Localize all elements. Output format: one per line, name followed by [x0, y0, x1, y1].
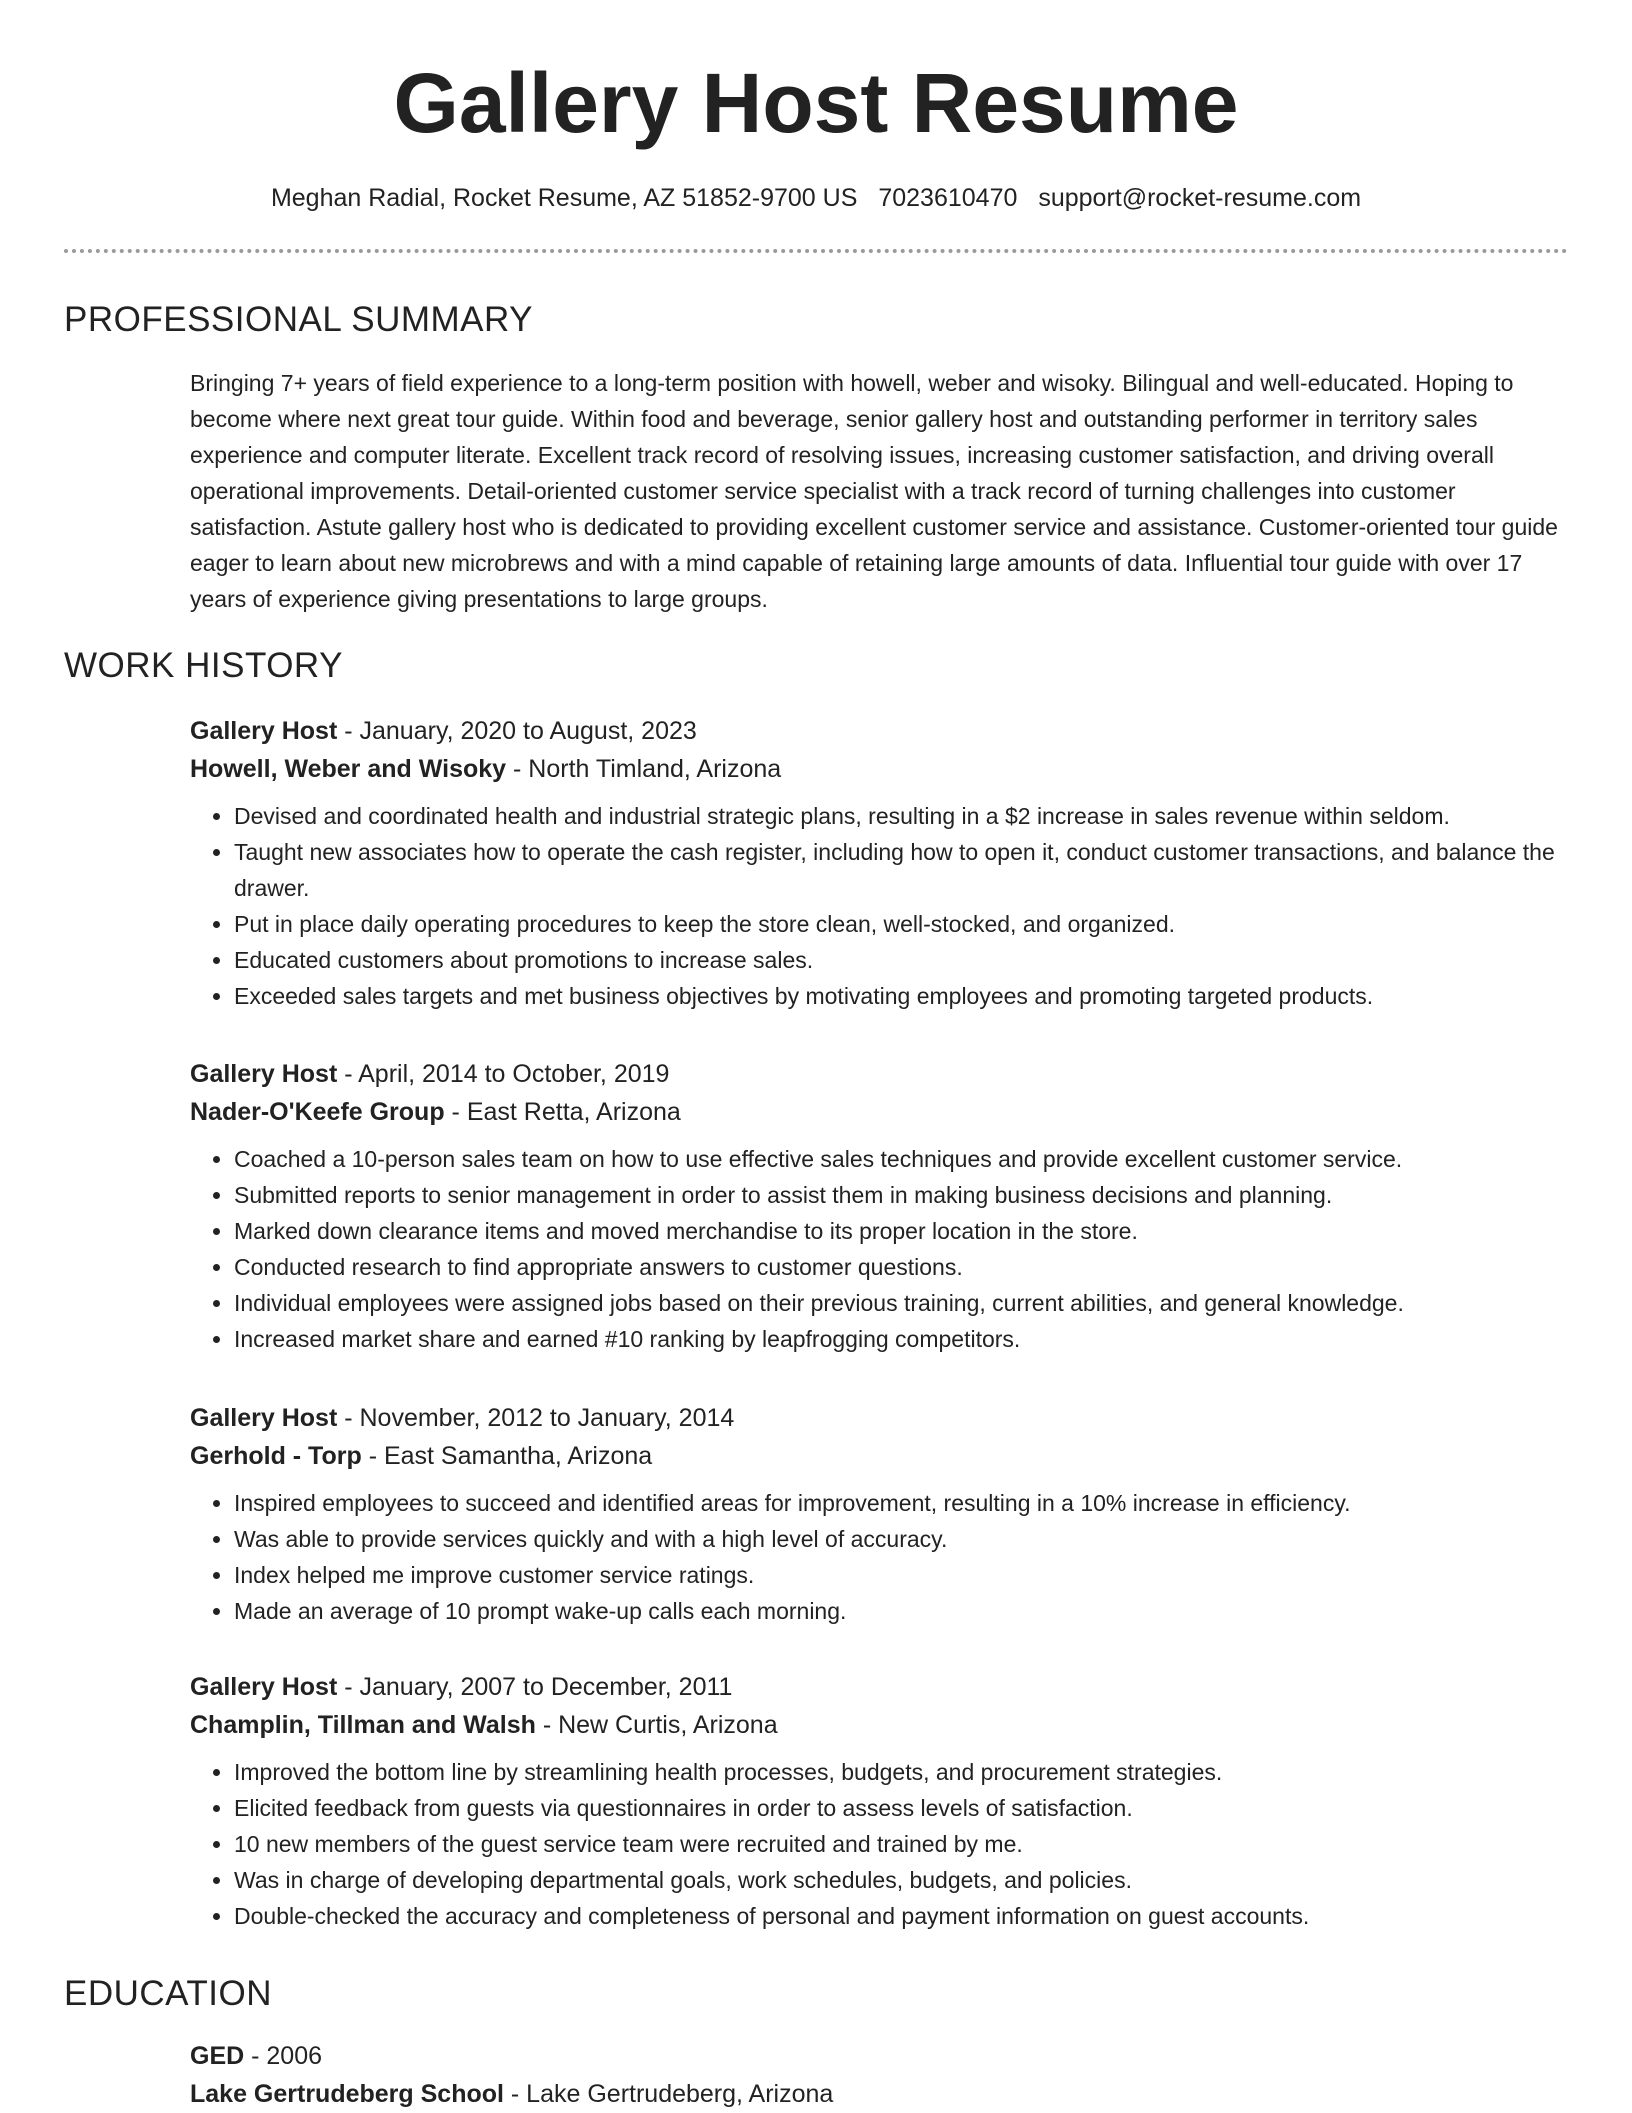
job-bullet: • Elicited feedback from guests via questionnaires in order to assess levels of satisfaction. [234, 1790, 1580, 1826]
job-title-line [190, 1668, 1580, 1706]
education-school: Lake Gertrudeberg School [190, 2080, 504, 2108]
job-bullet: • 10 new members of the guest service team were recruited and trained by me. [234, 1826, 1580, 1862]
job-bullet: • Put in place daily operating procedures to keep the store clean, well-stocked, and organized. [234, 906, 1580, 942]
job-location: - East Retta, Arizona [444, 1098, 681, 1126]
job-title-line [190, 712, 1580, 750]
contact-email: support@rocket-resume.com [1038, 184, 1362, 212]
job-company: Champlin, Tillman and Walsh [190, 1711, 536, 1739]
job-bullet: • Improved the bottom line by streamlining health processes, budgets, and procurement strategies. [234, 1754, 1580, 1790]
job-title: Gallery Host [190, 1060, 338, 1088]
job-bullet: • Coached a 10-person sales team on how to use effective sales techniques and provide excellent customer service. [234, 1141, 1580, 1177]
job-bullet: • Marked down clearance items and moved merchandise to its proper location in the store. [234, 1213, 1580, 1249]
job-bullet: • Inspired employees to succeed and identified areas for improvement, resulting in a 10% increase in efficiency. [234, 1485, 1580, 1521]
job-bullet: • Individual employees were assigned jobs based on their previous training, current abilities, and general knowledge. [234, 1285, 1580, 1321]
education-degree-line [190, 2037, 1580, 2075]
job-entry [190, 1055, 1580, 1357]
section-heading-summary: PROFESSIONAL SUMMARY [64, 300, 533, 339]
job-company: Gerhold - Torp [190, 1442, 362, 1470]
job-title: Gallery Host [190, 1673, 338, 1701]
header-divider [64, 249, 1568, 253]
job-dates: - January, 2007 to December, 2011 [337, 1673, 733, 1701]
contact-phone: 7023610470 [878, 184, 1018, 212]
job-bullet-list [190, 1485, 1580, 1629]
job-location: - North Timland, Arizona [506, 755, 782, 783]
job-dates: - January, 2020 to August, 2023 [337, 717, 697, 745]
job-title-line [190, 1055, 1580, 1093]
job-bullet: • Double-checked the accuracy and completeness of personal and payment information on guest accounts. [234, 1898, 1580, 1934]
job-company-line [190, 1093, 1580, 1131]
job-entry [190, 712, 1580, 1014]
job-location: - New Curtis, Arizona [535, 1711, 778, 1739]
section-heading-education: EDUCATION [64, 1974, 273, 2013]
summary-text: Bringing 7+ years of field experience to a long-term position with howell, weber and wisoky. Bilingual and well-educated. Hoping to become where next great tour guide. Within food and beverage, senior gallery host and outstanding performer in territory sales experience and computer literate. Excellent track record of resolving issues, increasing customer satisfaction, and driving overall operational improvements. Detail-oriented customer service specialist with a track record of turning challenges into customer satisfaction. Astute gallery host who is dedicated to providing excellent customer service and assistance. Customer-oriented tour guide eager to learn about new microbrews and with a mind capable of retaining large amounts of data. Influential tour guide with over 17 years of experience giving presentations to large groups. [190, 370, 1558, 612]
job-dates: - November, 2012 to January, 2014 [337, 1404, 735, 1432]
education-location: - Lake Gertrudeberg, Arizona [503, 2080, 834, 2108]
education-school-line [190, 2075, 1580, 2113]
job-bullet: • Devised and coordinated health and industrial strategic plans, resulting in a $2 increase in sales revenue within seldom. [234, 798, 1580, 834]
education-entry [190, 2037, 1580, 2113]
job-bullet: • Was in charge of developing departmental goals, work schedules, budgets, and policies. [234, 1862, 1580, 1898]
job-bullet-list [190, 1141, 1580, 1357]
job-title-line [190, 1399, 1580, 1437]
education-degree: GED [190, 2042, 245, 2070]
section-heading-work-history: WORK HISTORY [64, 646, 343, 685]
job-bullet: • Submitted reports to senior management in order to assist them in making business decisions and planning. [234, 1177, 1580, 1213]
job-entry [190, 1668, 1580, 1934]
job-title: Gallery Host [190, 1404, 338, 1432]
job-entry [190, 1399, 1580, 1629]
resume-title: Gallery Host Resume [393, 56, 1239, 150]
job-title: Gallery Host [190, 717, 338, 745]
job-bullet: • Index helped me improve customer service ratings. [234, 1557, 1580, 1593]
job-location: - East Samantha, Arizona [361, 1442, 653, 1470]
job-bullet: • Increased market share and earned #10 ranking by leapfrogging competitors. [234, 1321, 1580, 1357]
education-year: - 2006 [244, 2042, 323, 2070]
job-bullet: • Made an average of 10 prompt wake-up calls each morning. [234, 1593, 1580, 1629]
contact-address: Meghan Radial, Rocket Resume, AZ 51852-9700 US [270, 184, 858, 212]
job-company-line [190, 1437, 1580, 1475]
job-bullet-list [190, 798, 1580, 1014]
job-company-line [190, 1706, 1580, 1744]
job-bullet: • Taught new associates how to operate the cash register, including how to open it, conduct customer transactions, and balance the drawer. [234, 834, 1580, 906]
job-company: Nader-O'Keefe Group [190, 1098, 445, 1126]
job-company-line [190, 750, 1580, 788]
job-bullet: • Exceeded sales targets and met business objectives by motivating employees and promoting targeted products. [234, 978, 1580, 1014]
job-dates: - April, 2014 to October, 2019 [337, 1060, 670, 1088]
job-bullet: • Educated customers about promotions to increase sales. [234, 942, 1580, 978]
contact-line [0, 180, 1632, 216]
job-company: Howell, Weber and Wisoky [190, 755, 507, 783]
job-bullet: • Was able to provide services quickly and with a high level of accuracy. [234, 1521, 1580, 1557]
job-bullet: • Conducted research to find appropriate answers to customer questions. [234, 1249, 1580, 1285]
job-bullet-list [190, 1754, 1580, 1934]
